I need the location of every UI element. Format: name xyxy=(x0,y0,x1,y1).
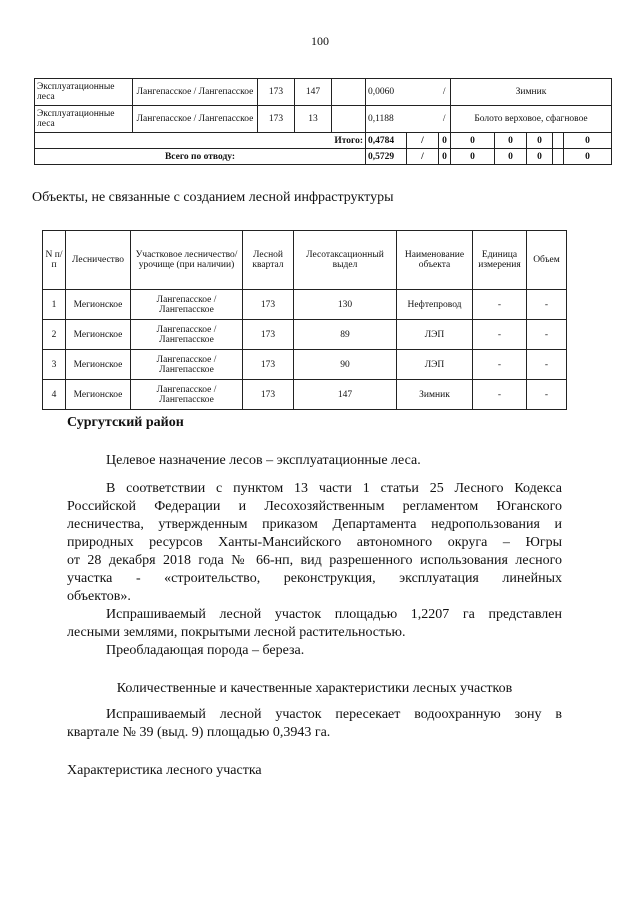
cell: 4 xyxy=(43,380,66,410)
cell: 0 xyxy=(527,149,553,165)
area-paragraph-line: лесными землями, покрытыми лесной растительностью. xyxy=(67,625,406,640)
cell: / xyxy=(407,133,439,149)
table-row xyxy=(43,320,567,350)
plot-heading: Характеристика лесного участка xyxy=(67,763,262,778)
table-row-total xyxy=(35,133,612,149)
cell: - xyxy=(527,380,567,410)
cell: 3 xyxy=(43,350,66,380)
water-paragraph-line: квартале № 39 (выд. 9) площадью 0,3943 га. xyxy=(67,725,331,740)
cell xyxy=(332,79,366,106)
table-row xyxy=(43,350,567,380)
cell: 0 xyxy=(439,149,451,165)
dominant-species: Преобладающая порода – береза. xyxy=(106,643,305,658)
cell: 0 xyxy=(439,133,451,149)
cell: 0,0060 xyxy=(366,79,439,106)
cell: Лангепасское / Лангепасское xyxy=(131,290,243,320)
cell: / xyxy=(439,79,451,106)
column-header: Объем xyxy=(527,231,567,290)
cell: 13 xyxy=(295,106,332,133)
cell: Эксплуатационные леса xyxy=(35,106,133,133)
cell: Лангепасское / Лангепасское xyxy=(131,380,243,410)
cell: 0 xyxy=(564,149,612,165)
objects-table xyxy=(42,230,567,410)
cell: Мегионское xyxy=(66,290,131,320)
cell: 0 xyxy=(495,133,527,149)
cell-note: Болото верховое, сфагновое xyxy=(451,106,612,133)
main-paragraph-line: от 28 декабря 2018 года № 66-нп, вид разрешенного использования лесного xyxy=(67,553,562,568)
vsego-label: Всего по отводу: xyxy=(35,149,366,165)
column-header: N п/п xyxy=(43,231,66,290)
cell: - xyxy=(473,290,527,320)
column-header: Лесной квартал xyxy=(243,231,294,290)
cell: Зимник xyxy=(397,380,473,410)
cell: 0,4784 xyxy=(366,133,407,149)
cell: ЛЭП xyxy=(397,350,473,380)
cell: 173 xyxy=(243,320,294,350)
main-paragraph-line: Российской Федерации и Лесохозяйственным регламентом Юганского xyxy=(67,499,562,514)
itogo-label: Итого: xyxy=(35,133,366,149)
cell: Лангепасское / Лангепасское xyxy=(133,79,258,106)
main-paragraph-line: природных ресурсов Ханты-Мансийского автономного округа – Югры xyxy=(67,535,562,550)
cell: / xyxy=(439,106,451,133)
cell: ЛЭП xyxy=(397,320,473,350)
cell: Лангепасское / Лангепасское xyxy=(133,106,258,133)
cell: / xyxy=(407,149,439,165)
cell: 173 xyxy=(243,380,294,410)
cell: 90 xyxy=(294,350,397,380)
table-row xyxy=(35,79,612,106)
column-header: Лесотаксационный выдел xyxy=(294,231,397,290)
column-header: Наименование объекта xyxy=(397,231,473,290)
cell: 2 xyxy=(43,320,66,350)
cell: 173 xyxy=(243,290,294,320)
cell: - xyxy=(527,290,567,320)
cell: Лангепасское / Лангепасское xyxy=(131,320,243,350)
cell: Эксплуатационные леса xyxy=(35,79,133,106)
cell: - xyxy=(473,380,527,410)
cell: 130 xyxy=(294,290,397,320)
cell: 0 xyxy=(451,149,495,165)
water-paragraph-line: Испрашиваемый лесной участок пересекает водоохранную зону в xyxy=(106,707,562,722)
cell: Мегионское xyxy=(66,380,131,410)
purpose-text: Целевое назначение лесов – эксплуатационные леса. xyxy=(106,453,421,468)
cell: 0 xyxy=(495,149,527,165)
cell: 173 xyxy=(243,350,294,380)
column-header: Участковое лесничество/урочище (при наличии) xyxy=(131,231,243,290)
cell: 147 xyxy=(294,380,397,410)
main-paragraph-line: лесничества, утвержденным приказом Департамента недропользования и xyxy=(67,517,562,532)
column-header: Единица измерения xyxy=(473,231,527,290)
area-paragraph-line: Испрашиваемый лесной участок площадью 1,2207 га представлен xyxy=(106,607,562,622)
cell xyxy=(332,106,366,133)
column-header: Лесничество xyxy=(66,231,131,290)
table-row xyxy=(35,106,612,133)
characteristics-heading: Количественные и качественные характеристики лесных участков xyxy=(116,681,513,696)
cell: 0 xyxy=(527,133,553,149)
cell: - xyxy=(473,320,527,350)
cell: Лангепасское / Лангепасское xyxy=(131,350,243,380)
cell: 0,1188 xyxy=(366,106,439,133)
cell xyxy=(553,149,564,165)
section-heading: Объекты, не связанные с созданием лесной инфраструктуры xyxy=(32,190,394,205)
cell: 1 xyxy=(43,290,66,320)
cell: 173 xyxy=(258,106,295,133)
cell: 147 xyxy=(295,79,332,106)
cell: Мегионское xyxy=(66,350,131,380)
main-paragraph-line: участка - «строительство, реконструкция, эксплуатация линейных xyxy=(67,571,562,586)
cell: 0 xyxy=(451,133,495,149)
cell: - xyxy=(527,350,567,380)
table-row xyxy=(43,380,567,410)
cell-note: Зимник xyxy=(451,79,612,106)
cell: 89 xyxy=(294,320,397,350)
main-paragraph-line: В соответствии с пунктом 13 части 1 статьи 25 Лесного Кодекса xyxy=(106,481,562,496)
main-paragraph-last-line: объектов». xyxy=(67,589,131,604)
table-row xyxy=(43,290,567,320)
district-heading: Сургутский район xyxy=(67,415,184,430)
allotment-table xyxy=(34,78,612,165)
page-number: 100 xyxy=(311,34,329,48)
cell: Мегионское xyxy=(66,320,131,350)
cell: 173 xyxy=(258,79,295,106)
cell: 0 xyxy=(564,133,612,149)
cell: Нефтепровод xyxy=(397,290,473,320)
table-row-total xyxy=(35,149,612,165)
cell: - xyxy=(473,350,527,380)
cell xyxy=(553,133,564,149)
cell: - xyxy=(527,320,567,350)
table-header-row xyxy=(43,231,567,290)
cell: 0,5729 xyxy=(366,149,407,165)
